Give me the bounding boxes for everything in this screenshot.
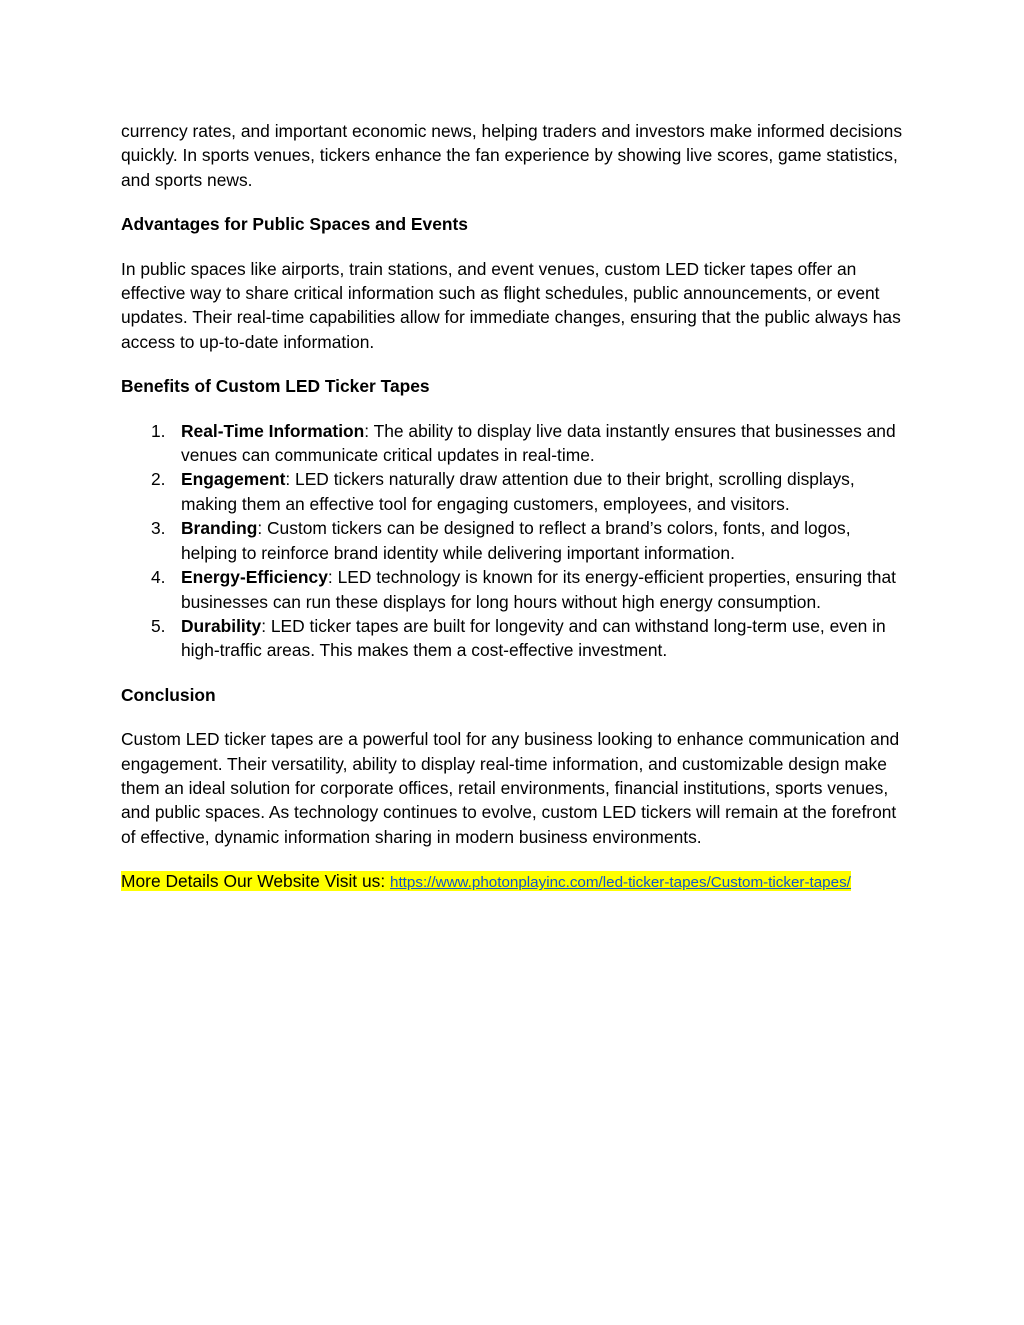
heading-public-spaces: Advantages for Public Spaces and Events [121,214,468,235]
list-item-term: Durability [181,615,262,636]
list-item-term: Energy-Efficiency [181,567,328,588]
list-item-term: Branding [181,518,258,539]
heading-benefits: Benefits of Custom LED Ticker Tapes [121,376,430,397]
website-callout [121,869,911,895]
list-item-term: Engagement [181,469,286,490]
list-item-number: 1. [151,420,166,441]
list-item-number: 4. [151,567,166,588]
list-item [121,614,911,663]
list-item-term: Real-Time Information [181,420,365,441]
website-link[interactable]: https://www.photonplayinc.com/led-ticker-tapes/Custom-ticker-tapes/ [390,874,851,892]
benefits-list [121,419,911,663]
list-item [121,419,911,468]
list-item-text: : LED ticker tapes are built for longevity and can withstand long-term use, even in high-traffic areas. This makes them a cost-effective investment. [181,615,886,661]
list-item-number: 3. [151,518,166,539]
list-item [121,516,911,565]
conclusion-paragraph: Custom LED ticker tapes are a powerful tool for any business looking to enhance communication and engagement. Their versatility, ability to display real-time information, and customizable design make them an ideal solution for corporate offices, retail environments, financial institutions, sports venues, and public spaces. As technology continues to evolve, custom LED tickers will remain at the forefront of effective, dynamic information sharing in modern business environments. [121,729,900,847]
list-item [121,565,911,614]
list-item-number: 2. [151,469,166,490]
callout-label: More Details Our Website Visit us: [121,871,391,892]
intro-paragraph: currency rates, and important economic news, helping traders and investors make informed decisions quickly. In sports venues, tickers enhance the fan experience by showing live scores, game statistics, and sports news. [121,121,903,190]
list-item-text: : Custom tickers can be designed to reflect a brand’s colors, fonts, and logos, helping to reinforce brand identity while delivering important information. [181,518,851,563]
list-item-text: : LED technology is known for its energy-efficient properties, ensuring that businesses can run these displays for long hours without high energy consumption. [181,567,896,612]
list-item-text: : LED tickers naturally draw attention due to their bright, scrolling displays, making them an effective tool for engaging customers, employees, and visitors. [181,469,855,514]
document-page [121,119,911,896]
list-item [121,467,911,516]
callout-highlight [121,871,851,891]
heading-conclusion: Conclusion [121,684,216,705]
list-item-number: 5. [151,615,166,636]
list-item-text: : The ability to display live data instantly ensures that businesses and venues can communicate critical updates in real-time. [181,420,896,466]
public-spaces-paragraph: In public spaces like airports, train stations, and event venues, custom LED ticker tapes offer an effective way to share critical information such as flight schedules, public announcements, or event updates. Their real-time capabilities allow for immediate changes, ensuring that the public always has access to up-to-date information. [121,258,901,352]
